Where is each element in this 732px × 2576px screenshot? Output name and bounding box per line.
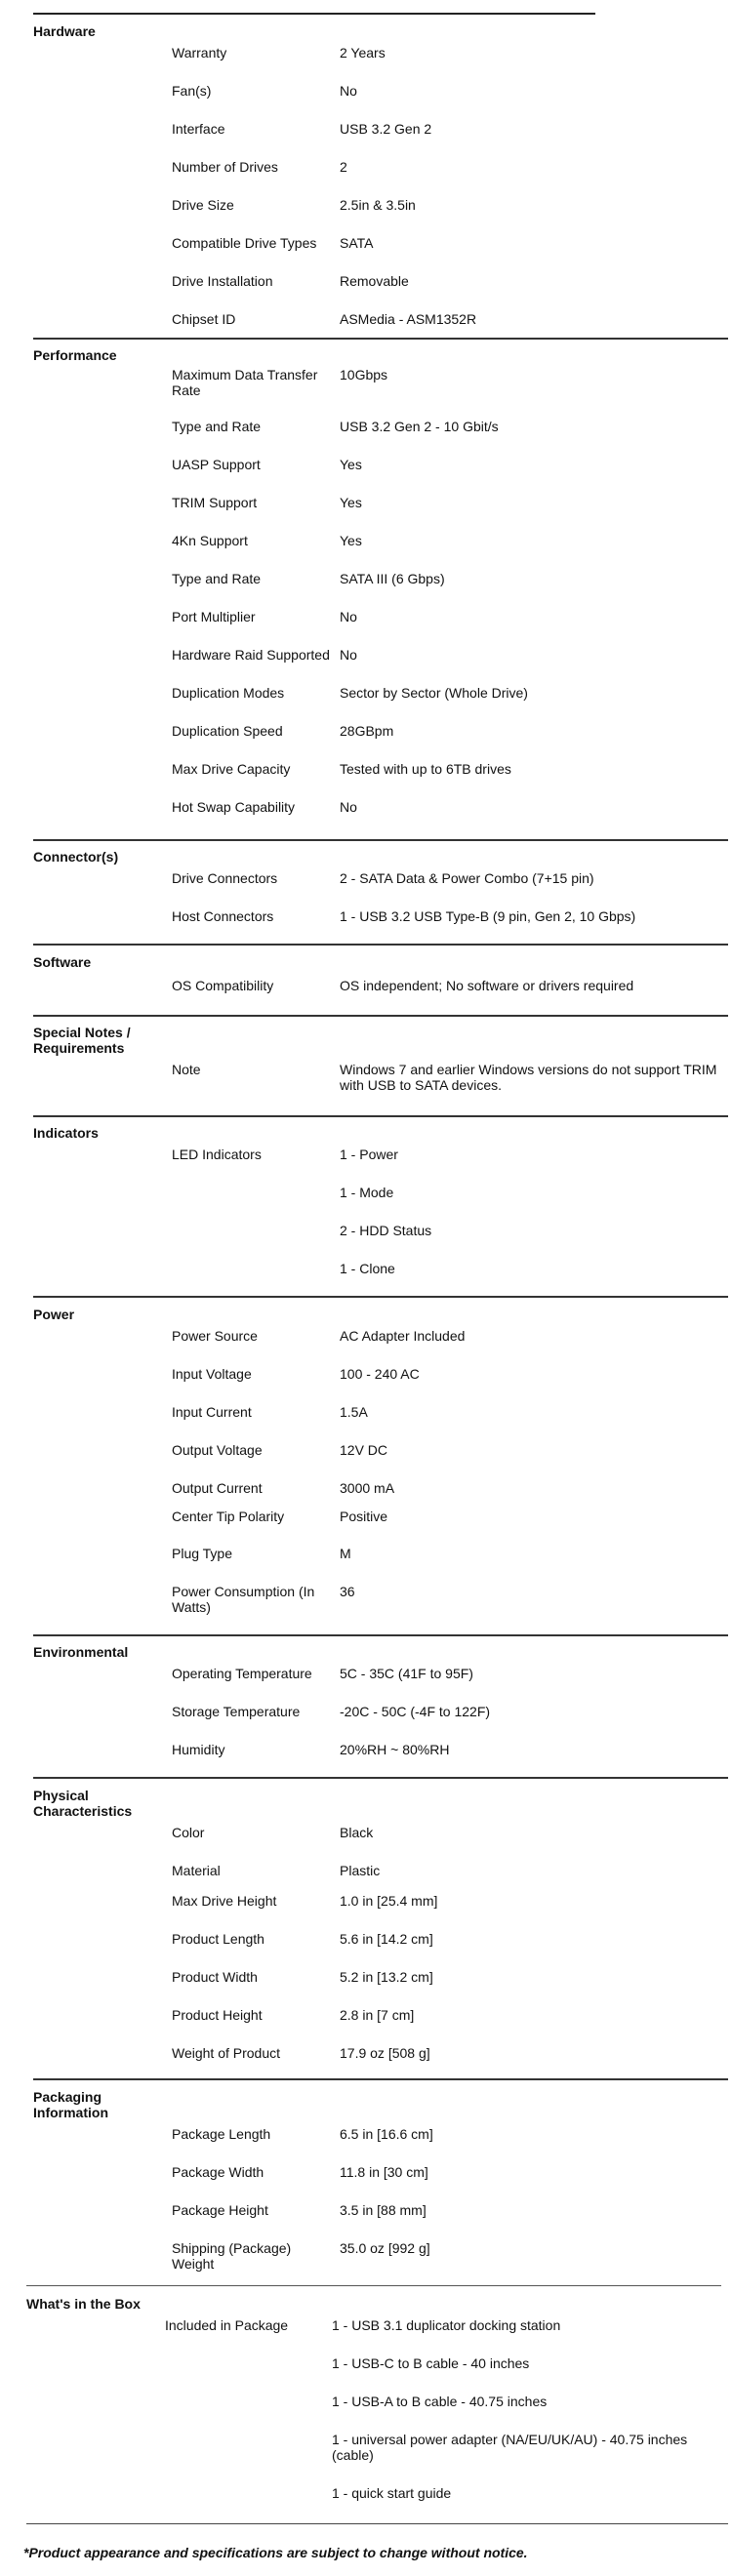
spec-label: Package Length [172,2126,271,2142]
spec-label: Interface [172,121,225,137]
spec-label: Humidity [172,1742,225,1757]
spec-value: 2 - HDD Status [340,1223,432,1238]
section-title-connectors: Connector(s) [33,849,119,865]
spec-value: 1 - USB 3.1 duplicator docking station [332,2317,561,2333]
spec-label: Max Drive Height [172,1893,277,1909]
spec-label: UASP Support [172,457,261,472]
spec-value: No [340,799,357,815]
spec-label: Port Multiplier [172,609,256,624]
spec-label: OS Compatibility [172,978,274,993]
spec-label: Number of Drives [172,159,278,175]
section-divider [33,1296,728,1298]
spec-value: 36 [340,1584,355,1599]
spec-label: Power Consumption (In Watts) [172,1584,315,1615]
spec-value: 5.2 in [13.2 cm] [340,1969,433,1985]
spec-value: M [340,1546,351,1561]
spec-label: Plug Type [172,1546,233,1561]
section-title-in-the-box: What's in the Box [26,2296,141,2312]
spec-value: 1 - Power [340,1147,398,1162]
spec-label: Max Drive Capacity [172,761,291,777]
section-title-special-notes: Special Notes / Requirements [33,1025,131,1056]
spec-label: Warranty [172,45,227,60]
spec-value: Yes [340,495,362,510]
spec-value: -20C - 50C (-4F to 122F) [340,1704,491,1719]
section-divider [33,1634,728,1636]
spec-value: Plastic [340,1863,381,1878]
spec-value: 100 - 240 AC [340,1366,420,1382]
spec-value: 12V DC [340,1442,388,1458]
spec-value: Windows 7 and earlier Windows versions do not support TRIM with USB to SATA devices. [340,1062,717,1093]
spec-label: Included in Package [165,2317,289,2333]
section-divider [33,944,728,946]
spec-value: AC Adapter Included [340,1328,466,1344]
section-divider [33,1777,728,1779]
spec-value: 1 - Mode [340,1185,394,1200]
spec-value: 1 - USB-C to B cable - 40 inches [332,2355,530,2371]
spec-label: Note [172,1062,201,1077]
section-divider [33,1115,728,1117]
spec-value: Removable [340,273,409,289]
spec-label: Hardware Raid Supported [172,647,330,663]
spec-value: 2 Years [340,45,386,60]
spec-value: 28GBpm [340,723,394,739]
spec-label: Hot Swap Capability [172,799,296,815]
spec-label: Input Current [172,1404,252,1420]
spec-value: 2 - SATA Data & Power Combo (7+15 pin) [340,870,594,886]
section-title-indicators: Indicators [33,1125,99,1141]
spec-value: 1.0 in [25.4 mm] [340,1893,438,1909]
section-title-software: Software [33,954,92,970]
section-title-environmental: Environmental [33,1644,129,1660]
footer-divider [26,2523,728,2524]
spec-label: Drive Size [172,197,234,213]
spec-label: Product Width [172,1969,258,1985]
spec-label: Operating Temperature [172,1666,312,1681]
spec-value: 6.5 in [16.6 cm] [340,2126,433,2142]
spec-label: Material [172,1863,221,1878]
spec-value: 1 - universal power adapter (NA/EU/UK/AU) - 40.75 inches (cable) [332,2432,688,2463]
top-divider [33,13,595,15]
spec-label: Chipset ID [172,311,236,327]
section-title-physical: Physical Characteristics [33,1788,133,1819]
spec-value: Yes [340,533,362,548]
spec-label: Center Tip Polarity [172,1509,285,1524]
spec-value: 11.8 in [30 cm] [340,2164,428,2180]
section-title-power: Power [33,1307,75,1322]
spec-label: Power Source [172,1328,258,1344]
spec-label: Weight of Product [172,2045,281,2061]
spec-label: Package Width [172,2164,264,2180]
spec-value: OS independent; No software or drivers required [340,978,634,993]
spec-value: 3000 mA [340,1480,395,1496]
spec-value: 1 - Clone [340,1261,395,1276]
spec-value: 2.5in & 3.5in [340,197,416,213]
spec-value: 17.9 oz [508 g] [340,2045,430,2061]
spec-label: Product Height [172,2007,263,2023]
spec-value: 2 [340,159,347,175]
spec-value: SATA [340,235,374,251]
section-title-hardware: Hardware [33,23,96,39]
spec-label: Type and Rate [172,571,262,586]
spec-value: 35.0 oz [992 g] [340,2240,430,2256]
spec-label: Drive Connectors [172,870,278,886]
spec-label: Type and Rate [172,419,262,434]
section-title-performance: Performance [33,347,117,363]
spec-label: Product Length [172,1931,264,1947]
spec-label: Storage Temperature [172,1704,301,1719]
spec-label: LED Indicators [172,1147,262,1162]
spec-value: Yes [340,457,362,472]
spec-value: 10Gbps [340,367,388,382]
spec-label: Shipping (Package) Weight [172,2240,292,2272]
spec-value: USB 3.2 Gen 2 [340,121,432,137]
spec-value: ASMedia - ASM1352R [340,311,477,327]
spec-label: Drive Installation [172,273,273,289]
spec-value: No [340,647,357,663]
section-divider [33,338,728,340]
spec-label: Color [172,1825,205,1840]
spec-label: TRIM Support [172,495,258,510]
spec-label: Output Current [172,1480,263,1496]
spec-value: USB 3.2 Gen 2 - 10 Gbit/s [340,419,499,434]
spec-value: No [340,83,357,99]
spec-value: 3.5 in [88 mm] [340,2202,427,2218]
spec-label: Maximum Data Transfer Rate [172,367,318,398]
spec-label: 4Kn Support [172,533,248,548]
section-divider [26,2285,721,2286]
section-divider [33,1015,728,1017]
spec-label: Package Height [172,2202,268,2218]
spec-value: 1 - USB 3.2 USB Type-B (9 pin, Gen 2, 10 Gbps) [340,908,636,924]
spec-label: Duplication Modes [172,685,285,701]
spec-value: SATA III (6 Gbps) [340,571,445,586]
footer-disclaimer: *Product appearance and specifications are subject to change without notice. [23,2545,528,2560]
spec-value: Sector by Sector (Whole Drive) [340,685,528,701]
spec-label: Compatible Drive Types [172,235,317,251]
spec-value: Black [340,1825,374,1840]
spec-value: 5.6 in [14.2 cm] [340,1931,433,1947]
spec-value: 2.8 in [7 cm] [340,2007,415,2023]
spec-label: Fan(s) [172,83,212,99]
spec-value: 5C - 35C (41F to 95F) [340,1666,473,1681]
spec-value: 1 - USB-A to B cable - 40.75 inches [332,2394,548,2409]
spec-value: 20%RH ~ 80%RH [340,1742,450,1757]
section-title-packaging: Packaging Information [33,2089,108,2120]
spec-value: Positive [340,1509,388,1524]
spec-label: Output Voltage [172,1442,263,1458]
spec-label: Duplication Speed [172,723,283,739]
spec-label: Host Connectors [172,908,274,924]
spec-value: No [340,609,357,624]
spec-value: 1.5A [340,1404,368,1420]
spec-label: Input Voltage [172,1366,252,1382]
section-divider [33,2078,728,2080]
spec-value: 1 - quick start guide [332,2485,452,2501]
section-divider [33,839,728,841]
spec-value: Tested with up to 6TB drives [340,761,511,777]
